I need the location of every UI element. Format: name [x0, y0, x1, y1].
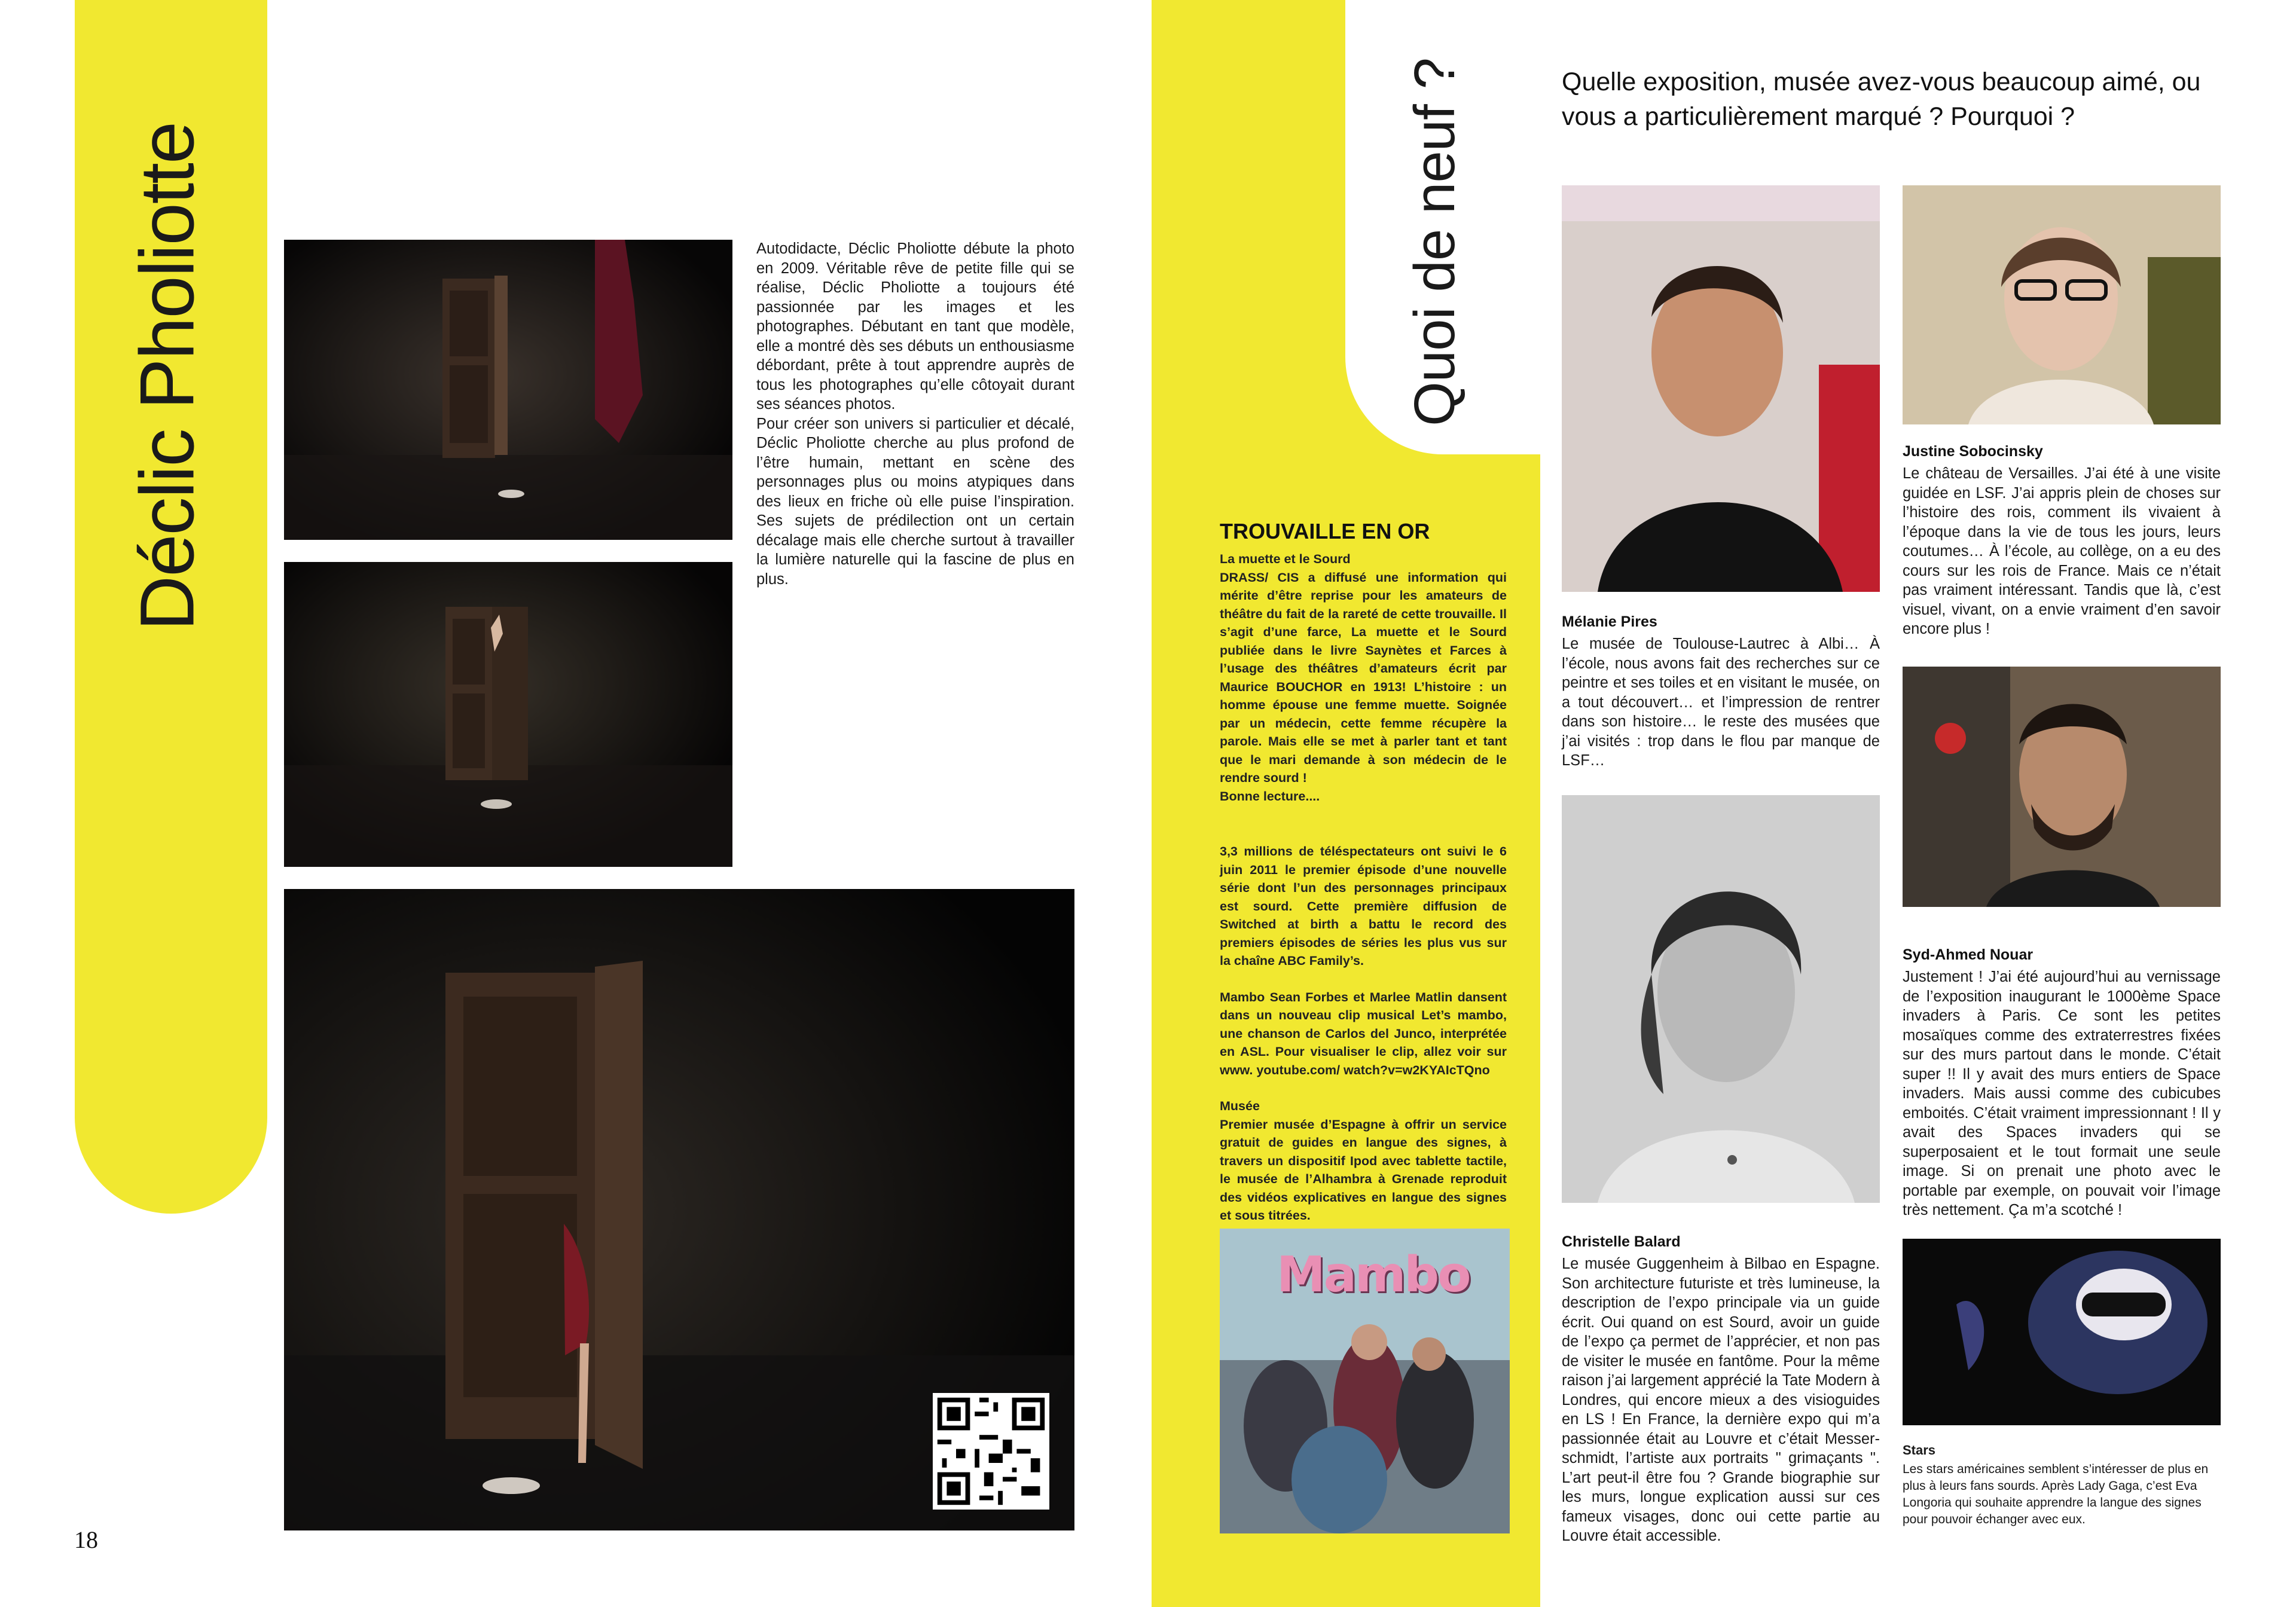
person-quote: Justement ! J’ai été aujourd’hui au vernissage de l’exposition inaugurant le 1000ème Space invaders à Paris. Ce sont les petites mosaïques comme des extraterrestres fixées sur des murs partout dans le monde. C’était super !! Il y avait des murs entiers de Space invaders. Mais aussi comme des cubicubes emboités. C’était vraiment impressionnant ! Il y avait des Spaces invaders qui se superposaient et le tout formait une seule image. Si on prenait une photo avec le portable par exemple, on pouvait voir l’image très nettement. Ça m’a scotché ! — [1903, 969, 2221, 1218]
stars-title: Stars — [1903, 1443, 1936, 1458]
person-justine — [1903, 443, 2221, 639]
photo-stars — [1903, 1239, 2221, 1425]
page-title-left — [90, 122, 245, 631]
article-paragraph-1: Autodidacte, Déclic Pholiotte débute la photo en 2009. Véritable rêve de petite fille qui se réalise, Déclic Pholiotte a toujours été passionnée par les images et les photographes. Débutant en tant que modèle, elle a montré dès ses débuts un enthousiasme débordant, prête à tout apprendre auprès de tous les photographes qu’elle côtoyait durant ses séances photos. — [756, 240, 1074, 413]
person-name: Christelle Balard — [1562, 1233, 1681, 1250]
trouvaille-heading: TROUVAILLE EN OR — [1220, 519, 1430, 543]
right-title-text: Quoi de neuf ? — [1403, 58, 1467, 426]
photo-syd-ahmed — [1903, 667, 2221, 907]
survey-question: Quelle exposition, musée avez-vous beaucoup aimé, ou vous a particulièrement marqué ? Pourquoi ? — [1562, 68, 2201, 131]
page-title-right — [1387, 48, 1483, 436]
page-number: 18 — [74, 1526, 98, 1553]
trouvaille-paragraph-1: DRASS/ CIS a diffusé une information qui mérite d’être reprise pour les amateurs de théâtre du fait de la rareté de cette trouvaille. Il s’agit d’une farce, La muette et le Sourd publiée dans le livre Saynètes et Farces à l’usage des théâtres d’amateurs écrit par Maurice BOUCHOR en 1913! L’histoire : un homme épouse une femme muette. Soignée par un médecin, cette femme récupère la parole. Mais elle se met à parler tant et tant que le mari demande à son médecin de le rendre sourd ! — [1220, 570, 1507, 785]
stars-text: Les stars américaines semblent s’intéresser de plus en plus à leurs fans sourds. Après Lady Gaga, c’est Eva Longoria qui souhaite apprendre la langue des signes pour pouvoir échanger avec eux. — [1903, 1462, 2209, 1526]
photo-wardrobe-2 — [284, 562, 732, 867]
trouvaille-text — [1220, 550, 1507, 1225]
person-quote: Le musée Guggenheim à Bilbao en Espagne. Son architecture futuriste et très lumineuse, la description de l’expo principale via un guide écrit. Oui quand on est Sourd, avoir un guide de l’expo ça permet de l’apprécier, et non pas de visiter le musée en fantôme. Pour la même raison j’ai largement apprécié la Tate Modern à Londres, qui encore mieux a des visioguides en LS ! En France, la dernière expo qui m’a passionnée était au Louvre et c’était Messer-schmidt, l’artiste aux portraits " grimaçants ". L’art peut-il être fou ? Grande biographie sur les murs, longue explication aussi sur ces fameux visages, donc oui cette partie au Louvre était accessible. — [1562, 1255, 1880, 1544]
person-name: Justine Sobocinsky — [1903, 443, 2043, 460]
trouvaille-musee-title: Musée — [1220, 1099, 1260, 1113]
trouvaille-closing: Bonne lecture.... — [1220, 789, 1320, 804]
mambo-image — [1220, 1229, 1510, 1533]
article-paragraph-2: Pour créer son univers si particulier et décalé, Déclic Pholiotte cherche au plus profond de l’être humain, mettant en scène des personnages plus ou moins atypiques dans des lieux en friche où elle puise l’inspiration. Ses sujets de prédilection ont un certain décalage mais elle cherche surtout à travailler la lumière naturelle qui la fascine de plus en plus. — [756, 415, 1074, 588]
photo-christelle — [1562, 795, 1880, 1203]
qr-code[interactable] — [933, 1393, 1049, 1510]
trouvaille-paragraph-2: 3,3 millions de téléspectateurs ont suivi le 6 juin 2011 le premier épisode d’une nouvelle série dont l’un des personnages principaux est sourd. Cette première diffusion de Switched at birth a battu le record des premiers épisodes de séries les plus vus sur la chaîne ABC Family’s. — [1220, 844, 1507, 968]
trouvaille-paragraph-4: Premier musée d’Espagne à offrir un service gratuit de guides en langue des signes, à travers un dispositif Ipod avec tablette tactile, le musée de l’Alhambra à Grenade reproduit des vidéos explicatives en langue des signes et sous titrées. — [1220, 1117, 1507, 1223]
person-name: Syd-Ahmed Nouar — [1903, 946, 2034, 963]
left-title-text: Déclic Pholiotte — [124, 122, 210, 631]
trouvaille-subtitle: La muette et le Sourd — [1220, 552, 1351, 566]
photo-wardrobe-large — [284, 889, 1074, 1530]
person-syd-ahmed — [1903, 946, 2221, 1220]
person-quote: Le château de Versailles. J’ai été à une visite guidée en LSF. J’ai appris plein de choses sur l’histoire des rois, comment ils vivaient à l’époque dans la vie de tous les jours, leurs coutumes… À l’école, au collège, on a eu des cours sur les rois de France. Mais ce n’était pas vraiment intéressant. Tandis que là, c’est visuel, vivant, on a envie vraiment d’en savoir encore plus ! — [1903, 465, 2221, 637]
article-text — [756, 239, 1074, 589]
person-name: Mélanie Pires — [1562, 613, 1657, 630]
person-quote: Le musée de Toulouse-Lautrec à Albi… À l’école, nous avons fait des recherches sur ce peintre et ses toiles et en visitant le musée, on a tout découvert… et l’impression de rentrer dans son histoire… le reste des musées que j’ai visités : trop dans le flou par manque de LSF… — [1562, 636, 1880, 769]
stars-caption — [1903, 1442, 2221, 1528]
person-melanie — [1562, 613, 1880, 771]
photo-wardrobe-1 — [284, 240, 732, 540]
photo-melanie — [1562, 185, 1880, 592]
photo-justine — [1903, 185, 2221, 424]
mambo-logo-text: Mambo — [1277, 1247, 1470, 1303]
person-christelle — [1562, 1233, 1880, 1546]
trouvaille-paragraph-3: Mambo Sean Forbes et Marlee Matlin dansent dans un nouveau clip musical Let’s mambo, une chanson de Carlos del Junco, interprétée en ASL. Pour visualiser le clip, allez voir sur www. youtube.com/ watch?v=w2KYAIcTQno — [1220, 989, 1507, 1077]
